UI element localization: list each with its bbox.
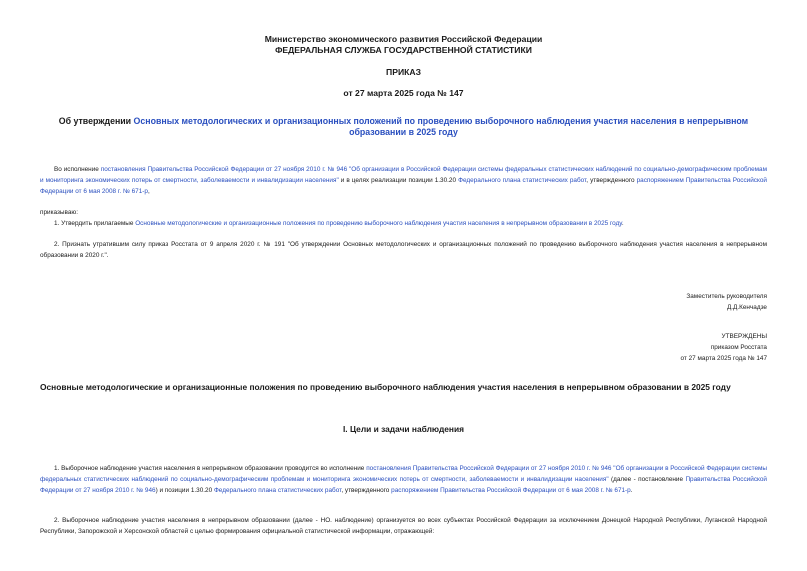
p1-link-order-671r[interactable]: распоряжением Правительства Российской Федерации от 6 мая 2008 г. № 671-р [391, 487, 631, 494]
service-name: ФЕДЕРАЛЬНАЯ СЛУЖБА ГОСУДАРСТВЕННОЙ СТАТИСТИКИ [275, 45, 532, 55]
p1-link-federal-plan[interactable]: Федерального плана статистических работ [213, 487, 342, 494]
p1-text-2: (далее - постановление [608, 476, 684, 483]
preamble [40, 164, 767, 197]
item-2: 2. Признать утратившим силу приказ Росстата от 9 апреля 2020 г. № 191 "Об утверждении Основных методологических и организационных положений по проведению выборочного наблюдения участия населения в непрерывном образовании в 2020 г.". [40, 241, 767, 259]
preamble-text-4: , [147, 188, 150, 195]
approval-line-2: приказом Росстата [710, 344, 767, 351]
doc-date-number: от 27 марта 2025 года № 147 [343, 88, 464, 98]
order-title [40, 116, 767, 138]
doc-type: ПРИКАЗ [386, 67, 421, 77]
ministry-name: Министерство экономического развития Российской Федерации [264, 34, 543, 44]
p1-link-decree-946-short[interactable]: Правительства Российской Федерации от 27 ноября 2010 г. № 946 [40, 476, 768, 494]
p1-link-decree-946[interactable]: постановления Правительства Российской Федерации от 27 ноября 2010 г. № 946 "Об организации в Российской Федерации системы федеральных статистических наблюдений по социально-демографическим проблемам и мониторинга экономических потерь от смертности, заболеваемости и инвалидизации населения" [40, 465, 767, 483]
link-federal-plan[interactable]: Федерального плана статистических работ [458, 177, 587, 184]
link-order-671r[interactable]: распоряжением Правительства Российской Федерации от 6 мая 2008 г. № 671-р [40, 177, 767, 195]
signature-name: Д.Д.Кенчадзе [726, 304, 767, 311]
preamble-text-3: , утвержденного [586, 177, 635, 184]
p1-text-4: , утвержденного [341, 487, 390, 494]
link-decree-946[interactable]: постановления Правительства Российской Федерации от 27 ноября 2010 г. № 946 "Об организации в Российской Федерации системы федеральных статистических наблюдений по социально-демографическим проблемам и мониторинга экономических потерь от смертности, заболеваемости и инвалидизации населения" [40, 166, 767, 184]
signature-position: Заместитель руководителя [686, 293, 767, 300]
preamble-text-1: Во исполнение [54, 166, 99, 173]
order-word: приказываю: [40, 209, 78, 216]
item-1-end: . [621, 220, 624, 227]
preamble-text-2: и в целях реализации позиции 1.30.20 [338, 177, 457, 184]
p1-text-5: . [630, 487, 633, 494]
paragraph-2: 2. Выборочное наблюдение участия населения в непрерывном образовании (далее - НО. наблюдение) организуется во всех субъектах Российской Федерации за исключением Донецкой Народной Республики, Луганской Народной Республики, Запорожской и Херсонской областей с целью формирования официальной статистической информации, отражающей: [40, 517, 767, 535]
p1-text-1: 1. Выборочное наблюдение участия населения в непрерывном образовании проводится во исполнение [54, 465, 365, 472]
order-title-link[interactable]: Основных методологических и организационных положений по проведению выборочного наблюдения участия населения в непрерывном образовании в 2025 году [133, 116, 749, 137]
order-title-prefix: Об утверждении [58, 116, 132, 126]
section-1-heading: I. Цели и задачи наблюдения [342, 424, 465, 434]
p1-text-3: ) и позиции 1.30.20 [155, 487, 213, 494]
link-approved-provisions[interactable]: Основные методологические и организационные положения по проведению выборочного наблюдения участия населения в непрерывном образовании в 2025 году [135, 220, 622, 227]
item-1-text: 1. Утвердить прилагаемые [54, 220, 134, 227]
paragraph-1 [40, 463, 767, 496]
document-title: Основные методологические и организационные положения по проведению выборочного наблюдения участия населения в непрерывном образовании в 2025 году [40, 382, 731, 392]
approval-line-3: от 27 марта 2025 года № 147 [680, 355, 767, 362]
approval-line-1: УТВЕРЖДЕНЫ [721, 333, 767, 340]
item-1 [40, 218, 767, 229]
